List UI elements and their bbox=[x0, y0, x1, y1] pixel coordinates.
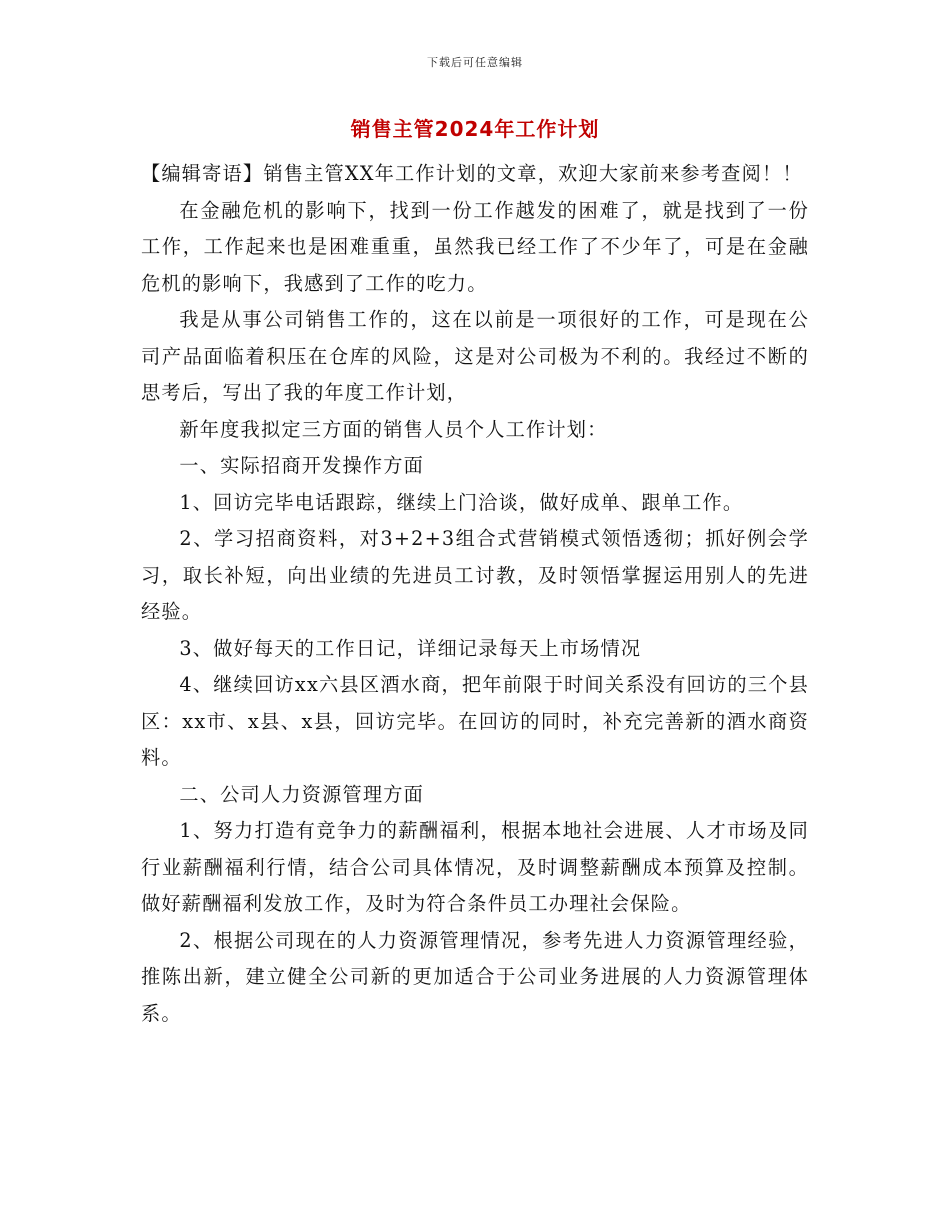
body-paragraph: 在金融危机的影响下，找到一份工作越发的困难了，就是找到了一份工作，工作起来也是困难重重，虽然我已经工作了不少年了，可是在金融危机的影响下，我感到了工作的吃力。 bbox=[141, 198, 809, 295]
document-title: 销售主管2024年工作计划 bbox=[350, 117, 600, 141]
section-heading: 二、公司人力资源管理方面 bbox=[179, 782, 425, 806]
body-paragraph: 新年度我拟定三方面的销售人员个人工作计划： bbox=[179, 417, 608, 441]
list-item: 4、继续回访xx六县区酒水商，把年前限于时间关系没有回访的三个县区：xx市、x县、x县，回访完毕。在回访的同时，补充完善新的酒水商资料。 bbox=[141, 673, 809, 769]
list-item: 2、学习招商资料，对3+2+3组合式营销模式领悟透彻；抓好例会学习，取长补短，向出业绩的先进员工讨教，及时领悟掌握运用别人的先进经验。 bbox=[141, 527, 809, 623]
list-item: 1、回访完毕电话跟踪，继续上门洽谈，做好成单、跟单工作。 bbox=[179, 490, 744, 514]
list-item: 2、根据公司现在的人力资源管理情况，参考先进人力资源管理经验，推陈出新，建立健全公司新的更加适合于公司业务进展的人力资源管理体系。 bbox=[141, 928, 809, 1025]
page-header-note: 下载后可任意编辑 bbox=[427, 56, 523, 69]
list-item: 3、做好每天的工作日记，详细记录每天上市场情况 bbox=[179, 636, 642, 660]
body-paragraph: 我是从事公司销售工作的，这在以前是一项很好的工作，可是现在公司产品面临着积压在仓库的风险，这是对公司极为不利的。我经过不断的思考后，写出了我的年度工作计划， bbox=[141, 308, 809, 404]
section-heading: 一、实际招商开发操作方面 bbox=[179, 454, 425, 477]
editor-note-paragraph: 【编辑寄语】销售主管XX年工作计划的文章，欢迎大家前来参考查阅！！ bbox=[141, 162, 803, 185]
list-item: 1、努力打造有竞争力的薪酬福利，根据本地社会进展、人才市场及同行业薪酬福利行情，结合公司具体情况，及时调整薪酬成本预算及控制。做好薪酬福利发放工作，及时为符合条件员工办理社会保险。 bbox=[141, 819, 809, 915]
document-body bbox=[141, 156, 809, 1032]
